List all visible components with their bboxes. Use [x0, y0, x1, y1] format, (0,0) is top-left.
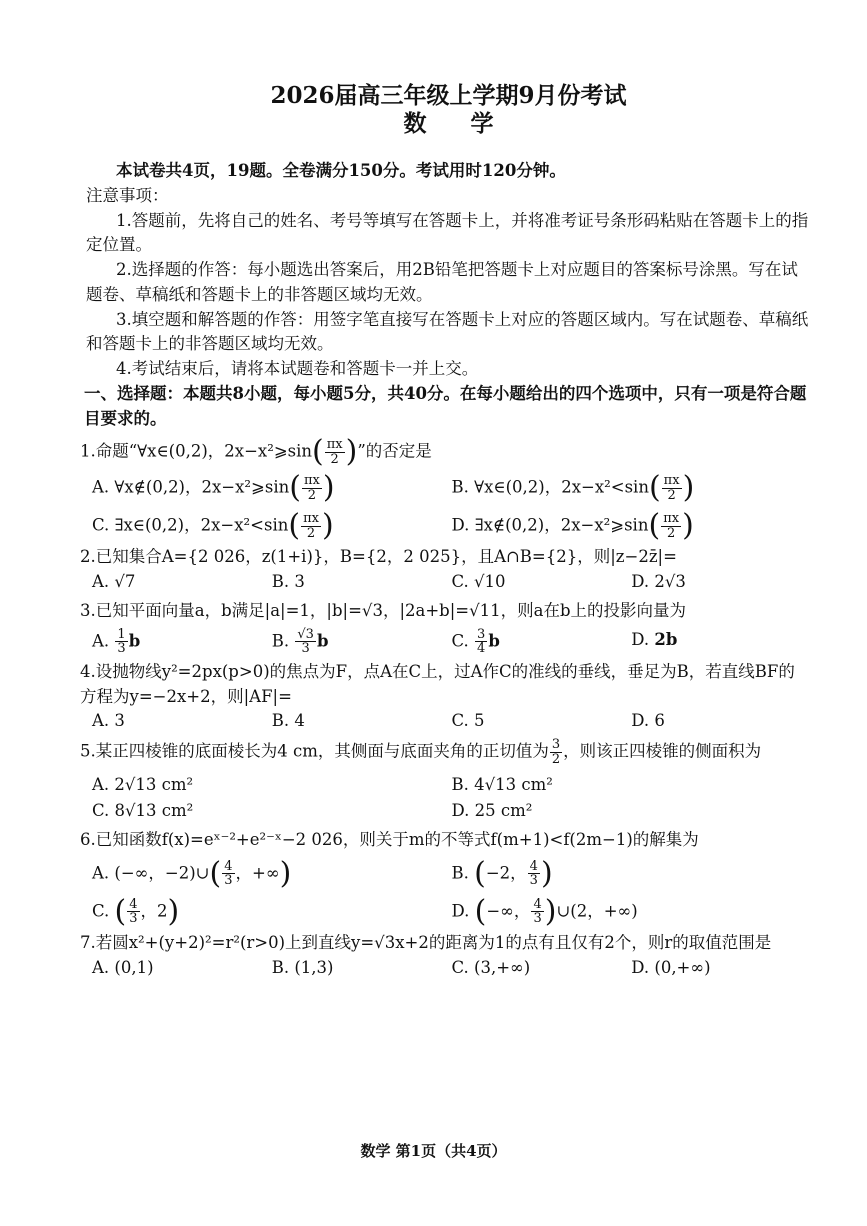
q3-option-d: D. 2b: [631, 629, 678, 649]
q5-option-b: B. 4√13 cm²: [451, 774, 553, 794]
q1-stem-b: ”的否定是: [357, 441, 432, 461]
q2-option-d: D. 2√3: [631, 572, 686, 592]
q4-option-d: D. 6: [631, 711, 665, 731]
q3-option-b: B. $\frac{√3}{3}$ b: [271, 626, 329, 657]
question-1: 1.命题“∀x∈(0,2)，2x−x²⩾sin( $\frac{\pi x}{2}$ )”的否定是: [80, 434, 432, 470]
q3-option-c: C. $\frac{3}{4}$ b: [451, 626, 500, 657]
q4-option-a: A. 3: [92, 711, 125, 731]
q5-options: [92, 773, 811, 825]
q5-option-a: A. 2√13 cm²: [92, 774, 194, 794]
question-3: 3.已知平面向量a，b满足|a|=1，|b|=√3，|2a+b|=√11，则a在b上的投影向量为: [80, 600, 687, 620]
q1-option-b: B. ∀x∈(0,2)，2x−x²<sin( $\frac{\pi x}{2}$ ): [451, 470, 695, 506]
question-4: 4.设抛物线y²=2px(p>0)的焦点为F，点A在C上，过A作C的准线的垂线，垂足为B，若直线BF的方程为y=−2x+2，则|AF|=: [80, 661, 795, 706]
question-5: 5.某正四棱锥的底面棱长为4 cm，其侧面与底面夹角的正切值为 $\frac{3}{2}$ ，则该正四棱锥的侧面积为: [80, 737, 762, 767]
q1-option-c: C. ∃x∈(0,2)，2x−x²<sin( $\frac{\pi x}{2}$ ): [92, 508, 334, 544]
question-7: 7.若圆x²+(y+2)²=r²(r>0)上到直线y=√3x+2的距离为1的点有且仅有2个，则r的取值范围是: [80, 932, 772, 952]
q1-fraction: $\frac{\pi x}{2}$: [326, 437, 343, 467]
q2-option-b: B. 3: [271, 572, 305, 592]
q4-option-c: C. 5: [451, 711, 485, 731]
q6-option-d: D. (−∞， $\frac{4}{3}$ )∪(2，+∞): [451, 893, 638, 929]
q7-option-a: A. (0,1): [92, 957, 154, 977]
exam-title: 2026届高三年级上学期9月份考试: [270, 82, 627, 109]
q6-options: [92, 855, 811, 929]
notice-heading: 注意事项：: [86, 185, 169, 205]
notice-item-4: 4.考试结束后，请将本试题卷和答题卡一并上交。: [116, 359, 479, 379]
q1-option-a: A. ∀x∉(0,2)，2x−x²⩾sin( $\frac{\pi x}{2}$ ): [92, 470, 335, 506]
q5-fraction: $\frac{3}{2}$: [551, 737, 561, 767]
section-heading: 一、选择题：本题共8小题，每小题5分，共40分。在每小题给出的四个选项中，只有一项是符合题目要求的。: [84, 383, 807, 428]
notice-item-3: 3.填空题和解答题的作答：用签字笔直接写在答题卡上对应的答题区域内。写在试题卷、草稿纸和答题卡上的非答题区域均无效。: [86, 309, 809, 354]
q1-options: [92, 470, 811, 544]
question-2: 2.已知集合A={2 026，z(1+i)}，B={2，2 025}，且A∩B={2}，则|z−2z̄|=: [80, 547, 677, 567]
q6-option-a: A. (−∞，−2)∪( $\frac{4}{3}$ ，+∞): [92, 855, 292, 891]
page-footer: 数学 第1页（共4页）: [360, 1142, 507, 1160]
notice-item-2: 2.选择题的作答：每小题选出答案后，用2B铅笔把答题卡上对应题目的答案标号涂黑。写在试题卷、草稿纸和答题卡上的非答题区域均无效。: [86, 260, 798, 304]
q3-options: [92, 628, 811, 656]
q7-option-b: B. (1,3): [271, 957, 334, 977]
q7-option-d: D. (0,+∞): [631, 957, 711, 977]
q1-stem-a: 1.命题“∀x∈(0,2)，2x−x²⩾sin: [80, 441, 313, 461]
q4-option-b: B. 4: [271, 711, 305, 731]
question-6: 6.已知函数f(x)=eˣ⁻²+e²⁻ˣ−2 026，则关于m的不等式f(m+1)<f(2m−1)的解集为: [80, 830, 699, 849]
q2-option-a: A. √7: [92, 572, 136, 592]
q7-option-c: C. (3,+∞): [451, 957, 531, 977]
q5-option-c: C. 8√13 cm²: [92, 801, 194, 821]
q4-options: [92, 709, 811, 734]
q6-option-b: B. (−2， $\frac{4}{3}$ ): [451, 855, 553, 891]
subject-title: 数学: [403, 109, 538, 137]
q1-option-d: D. ∃x∉(0,2)，2x−x²⩾sin( $\frac{\pi x}{2}$ ): [451, 508, 694, 544]
q5-option-d: D. 25 cm²: [451, 801, 533, 821]
q2-options: [92, 570, 811, 595]
notice-item-1: 1.答题前，先将自己的姓名、考号等填写在答题卡上，并将准考证号条形码粘贴在答题卡上的指定位置。: [86, 210, 809, 255]
q7-options: [92, 956, 811, 981]
q6-option-c: C. ( $\frac{4}{3}$ ，2): [92, 893, 180, 929]
exam-intro: 本试卷共4页，19题。全卷满分150分。考试用时120分钟。: [116, 161, 566, 181]
q3-option-a: A. $\frac{1}{3}$ b: [92, 626, 141, 657]
q2-option-c: C. √10: [451, 572, 506, 592]
